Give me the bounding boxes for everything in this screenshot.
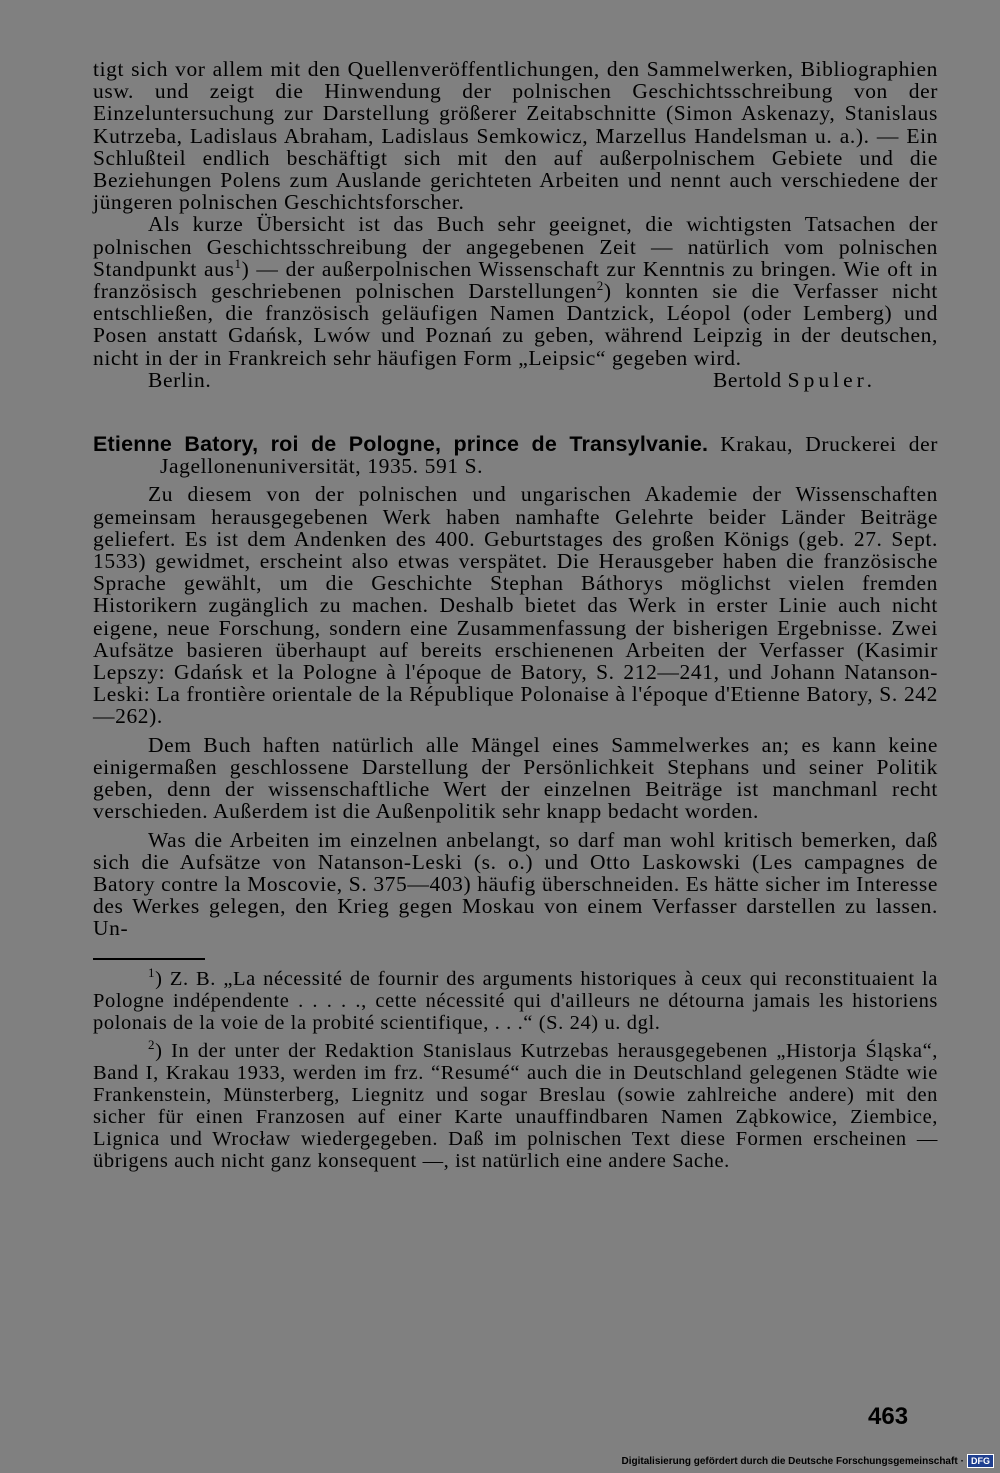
text-run: Als kurze Übersicht ist das Buch sehr geeignet, die wichtigsten Tatsachen der polnischen Geschichtsschreibung der angegebenen Zeit — natürlich vom polnischen Standpunkt aus [93, 212, 938, 281]
footer-credit: Digitalisierung gefördert durch die Deutsche Forschungsgemeinschaft [621, 1455, 958, 1467]
document-page [93, 58, 938, 1172]
text-run: ) — der außerpolnischen Wissenschaft zur Kenntnis zu bringen. Wie oft in französisch geschriebenen polnischen Darstellungen [93, 256, 938, 304]
paragraph: Dem Buch haften natürlich alle Mängel eines Sammelwerkes an; es kann keine einigermaßen geschlossene Darstellung der Persönlichkeit Stephans und seiner Politik geben, denn der wissenschaftliche Wert der einzelnen Beiträge ist manchmanl recht verschieden. Außerdem ist die Außenpolitik sehr knapp bedacht worden. [93, 732, 938, 824]
page-number: 463 [868, 1403, 909, 1430]
signature-author [713, 369, 876, 391]
signature-place: Berlin. [148, 367, 212, 392]
paragraph: Zu diesem von der polnischen und ungarischen Akademie der Wissenschaften gemeinsam herausgegebenen Werk haben namhafte Gelehrte beider Länder Beiträge geliefert. Es ist dem Andenken des 400. Geburtstages des großen Königs (geb. 27. Sept. 1533) gewidmet, erscheint also etwas verspätet. Die Herausgeber haben die französische Sprache gewählt, um die Geschichte Stephan Báthorys möglichst vielen fremden Historikern zugänglich zu machen. Deshalb bietet das Werk in erster Linie auch nicht eigene, neue Forschung, sondern eine Zusammenfassung der bisherigen Ergebnisse. Zwei Aufsätze basieren überhaupt auf bereits erschienenen Arbeiten der Verfasser (Kasimir Lepszy: Gdańsk et la Pologne à l'époque de Batory, S. 212—241, und Johann Natanson-Leski: La frontière orientale de la République Polonaise à l'époque d'Etienne Batory, S. 242—262). [93, 482, 938, 729]
text-run: ) konnten sie die Verfasser nicht entschließen, die französisch geläufigen Namen Dantzick, Léopol (oder Lemberg) und Posen anstatt Gdańsk, Lwów und Poznań zu geben, während Leipzig in der deutschen, nicht in der in Frankreich sehr häufigen Form „Leipsic“ gegeben wird. [93, 279, 938, 370]
review-title: Etienne Batory, roi de Pologne, prince de Transylvanie. [93, 432, 709, 457]
footnote-mark: 2 [148, 1036, 156, 1052]
author-last-name: Spuler. [787, 367, 876, 392]
author-first-name: Bertold [712, 367, 782, 392]
footer-separator: · [960, 1455, 964, 1467]
footnote-ref: 2 [596, 277, 604, 293]
footnote [93, 1036, 938, 1172]
footnote-text: ) Z. B. „La nécessité de fournir des arguments historiques à ceux qui reconstituaient la Pologne indépendente . . . . ., cette nécessité qui d'ailleurs ne détourna jamais les historiens polonais de la voie de la probité scientifique, . . .“ (S. 24) u. dgl. [93, 967, 938, 1034]
paragraph [93, 213, 938, 368]
footnote-mark: 1 [148, 964, 156, 980]
footnote [93, 964, 938, 1034]
review-publication: Krakau, Druckerei der Jagellonenuniversität, 1935. 591 S. [160, 432, 938, 479]
review-heading [93, 433, 938, 477]
digitization-footer [621, 1454, 994, 1468]
dfg-logo-icon: DFG [967, 1454, 994, 1468]
paragraph: Was die Arbeiten im einzelnen anbelangt, so darf man wohl kritisch bemerken, daß sich die Aufsätze von Natanson-Leski (s. o.) und Otto Laskowski (Les campagnes de Batory contre la Moscovie, S. 375—403) häufig überschneiden. Es hätte sicher im Interesse des Werkes gelegen, den Krieg gegen Moskau von einem Verfasser darstellen zu lassen. Un- [93, 827, 938, 941]
paragraph: tigt sich vor allem mit den Quellenveröffentlichungen, den Sammelwerken, Bibliographien usw. und zeigt die Hinwendung der polnischen Geschichtsschreibung von der Einzeluntersuchung zur Darstellung größerer Zeitabschnitte (Simon Askenazy, Stanislaus Kutrzeba, Ladislaus Abraham, Ladislaus Semkowicz, Marzellus Handelsman u. a.). — Ein Schlußteil endlich beschäftigt sich mit den auf außerpolnischem Gebiete und die Beziehungen Polens zum Auslande gerichteten Arbeiten und nennt auch verschiedene der jüngeren polnischen Geschichtsforscher. [93, 57, 938, 215]
footnote-divider [93, 958, 205, 960]
footnote-text: ) In der unter der Redaktion Stanislaus Kutrzebas herausgegebenen „Historja Śląska“, Band I, Krakau 1933, werden im frz. “Resumé“ auch die in Deutschland gelegenen Städte wie Frankenstein, Münsterberg, Liegnitz und sogar Breslau (sowie zahlreiche andere) mit den sicher für einen Franzosen auf einer Karte unauffindbaren Namen Ząbkowice, Ziembice, Lignica und Wrocław wiedergegeben. Daß im polnischen Text diese Formen erscheinen — übrigens auch nicht ganz konsequent —, ist natürlich eine andere Sache. [93, 1039, 938, 1172]
footnote-ref: 1 [234, 255, 242, 271]
signature-line [93, 369, 938, 391]
